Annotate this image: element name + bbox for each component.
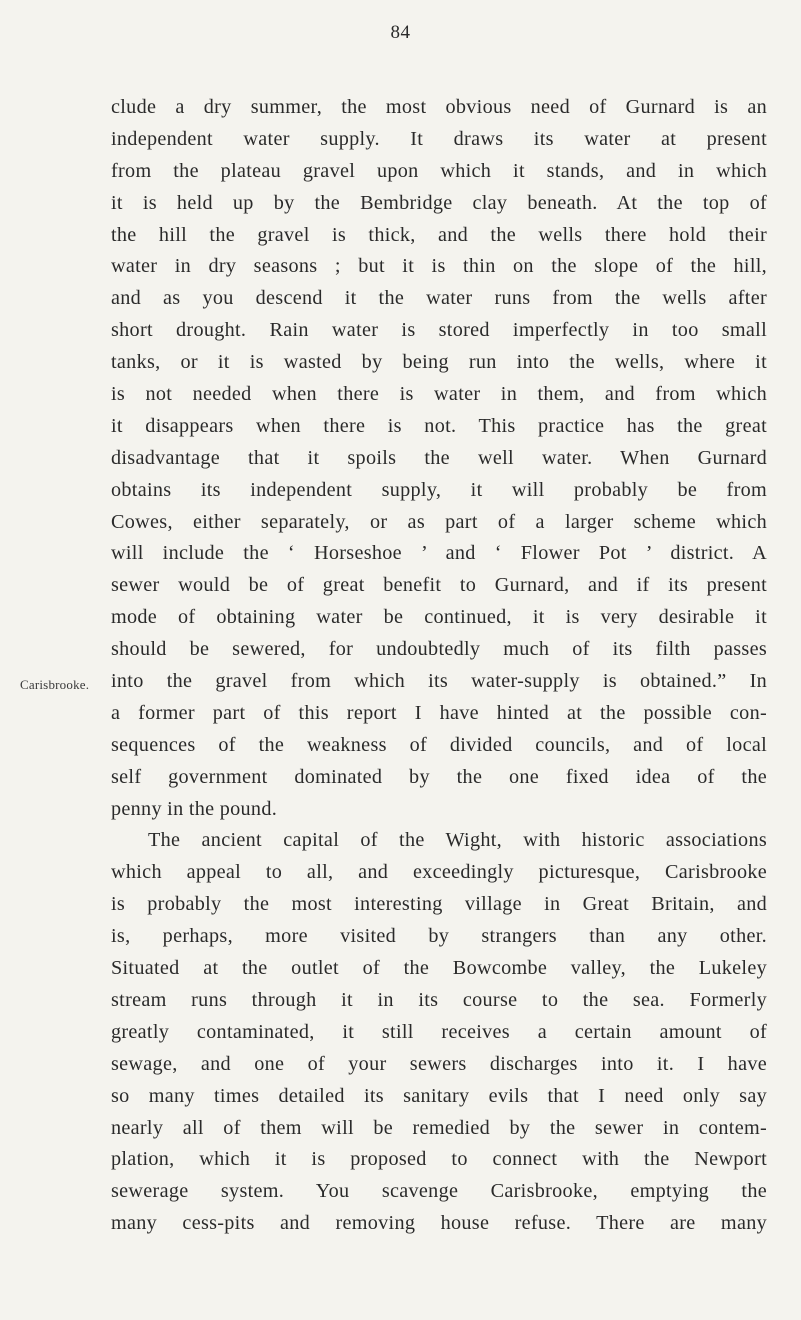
- text-line: from the plateau gravel upon which it stands, and in which: [111, 159, 767, 182]
- paragraph: [111, 825, 767, 1240]
- text-line: penny in the pound.: [111, 797, 278, 820]
- text-line: it is held up by the Bembridge clay beneath. At the top of: [111, 191, 767, 214]
- text-line: disadvantage that it spoils the well water. When Gurnard: [111, 446, 767, 469]
- paragraph: [111, 92, 767, 825]
- text-line: tanks, or it is wasted by being run into the wells, where it: [111, 351, 767, 374]
- text-line: clude a dry summer, the most obvious need of Gurnard is an: [111, 96, 767, 118]
- body-text: [111, 92, 767, 1240]
- text-line: independent water supply. It draws its water at present: [111, 127, 767, 150]
- text-line: which appeal to all, and exceedingly picturesque, Carisbrooke: [111, 861, 767, 884]
- text-line: short drought. Rain water is stored imperfectly in too small: [111, 319, 767, 342]
- text-line: plation, which it is proposed to connect with the Newport: [111, 1148, 767, 1171]
- text-line: Situated at the outlet of the Bowcombe valley, the Lukeley: [111, 957, 767, 980]
- page-number: 84: [390, 22, 411, 43]
- text-line: is, perhaps, more visited by strangers than any other.: [111, 925, 767, 948]
- text-line: the hill the gravel is thick, and the wells there hold their: [111, 223, 767, 246]
- text-line: should be sewered, for undoubtedly much of its filth passes: [111, 638, 767, 661]
- text-line: it disappears when there is not. This practice has the great: [111, 414, 767, 437]
- text-line: a former part of this report I have hinted at the possible con-: [111, 701, 767, 724]
- text-line: sewer would be of great benefit to Gurnard, and if its present: [111, 574, 767, 597]
- text-line: sewage, and one of your sewers discharges into it. I have: [111, 1052, 767, 1075]
- text-line: The ancient capital of the Wight, with historic associations: [148, 829, 767, 852]
- text-line: so many times detailed its sanitary evils that I need only say: [111, 1084, 767, 1107]
- margin-note-carisbrooke: Carisbrooke.: [20, 677, 90, 692]
- text-line: will include the ‘ Horseshoe ’ and ‘ Flower Pot ’ district. A: [111, 542, 767, 565]
- text-line: is not needed when there is water in them, and from which: [111, 383, 767, 406]
- text-line: greatly contaminated, it still receives a certain amount of: [111, 1020, 767, 1043]
- text-line: nearly all of them will be remedied by the sewer in contem-: [111, 1116, 767, 1139]
- text-line: self government dominated by the one fixed idea of the: [111, 765, 767, 788]
- text-line: is probably the most interesting village in Great Britain, and: [111, 893, 767, 916]
- text-line: into the gravel from which its water-supply is obtained.” In: [111, 670, 767, 693]
- text-line: obtains its independent supply, it will probably be from: [111, 478, 767, 501]
- text-line: Cowes, either separately, or as part of a larger scheme which: [111, 510, 767, 533]
- text-line: many cess-pits and removing house refuse. There are many: [111, 1212, 767, 1235]
- text-line: water in dry seasons ; but it is thin on the slope of the hill,: [111, 255, 767, 278]
- text-line: sewerage system. You scavenge Carisbrooke, emptying the: [111, 1180, 767, 1203]
- text-line: sequences of the weakness of divided councils, and of local: [111, 733, 767, 756]
- text-line: and as you descend it the water runs from the wells after: [111, 287, 767, 310]
- text-line: mode of obtaining water be continued, it is very desirable it: [111, 606, 767, 629]
- text-line: stream runs through it in its course to the sea. Formerly: [111, 988, 767, 1011]
